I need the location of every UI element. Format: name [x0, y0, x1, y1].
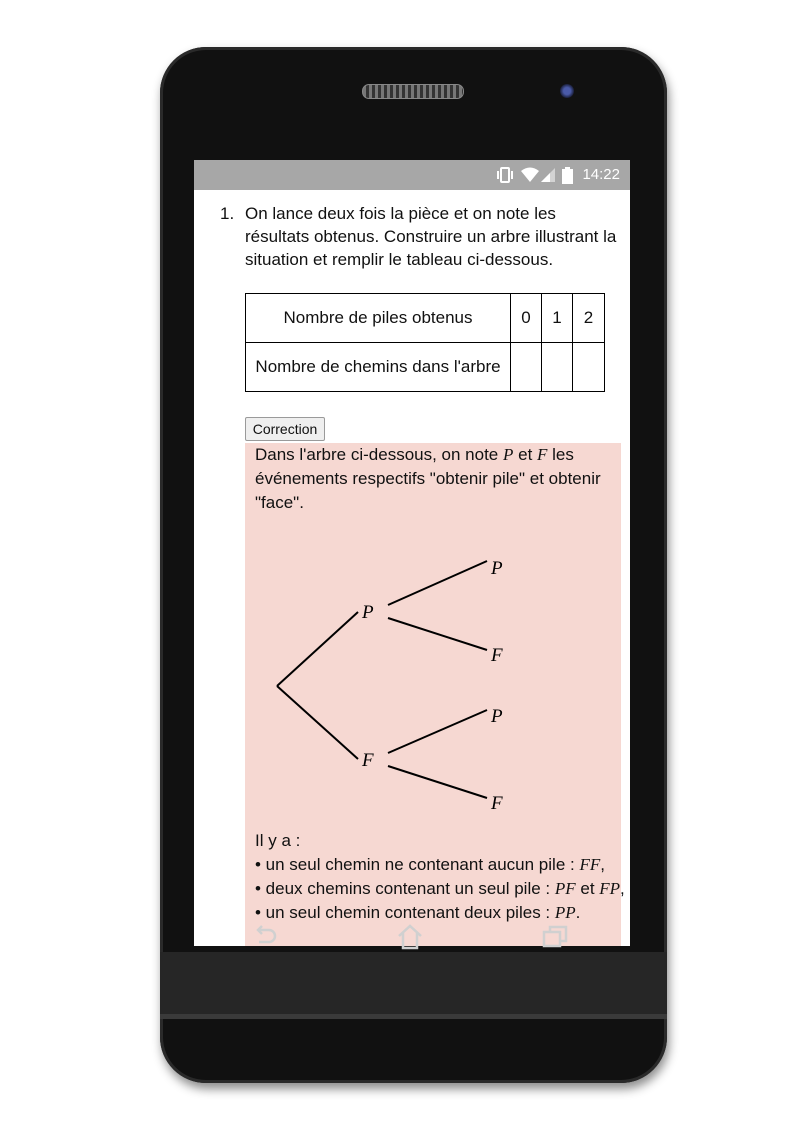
- probability-tree: [265, 543, 525, 823]
- back-icon[interactable]: [251, 922, 281, 952]
- table-row-label: Nombre de piles obtenus: [246, 294, 511, 343]
- summary-heading: Il y a :: [255, 831, 301, 850]
- tree-leaf-label: P: [491, 558, 503, 579]
- correction-intro: [255, 443, 615, 515]
- page-content: [194, 190, 630, 946]
- summary-text: • deux chemins contenant un seul pile :: [255, 879, 555, 898]
- summary-text: .: [575, 903, 581, 922]
- exercise-number: 1.: [220, 204, 235, 223]
- tree-branch: [277, 612, 358, 686]
- results-table: [245, 293, 605, 392]
- home-icon[interactable]: [395, 922, 425, 952]
- intro-text: les événements respectifs "obtenir pile" et obtenir "face".: [255, 445, 601, 512]
- table-cell: 0: [511, 294, 542, 343]
- tree-node-label: F: [362, 750, 374, 771]
- table-cell: 2: [573, 294, 605, 343]
- tree-leaf-label: F: [491, 645, 503, 666]
- tree-node-label: P: [362, 602, 374, 623]
- vibrate-icon: [496, 167, 514, 183]
- summary-list: [255, 829, 625, 925]
- status-time: 14:22: [582, 166, 620, 183]
- table-cell: [542, 343, 573, 392]
- table-row-label: Nombre de chemins dans l'arbre: [246, 343, 511, 392]
- tree-leaf-label: P: [491, 706, 503, 727]
- table-cell: 1: [542, 294, 573, 343]
- summary-line: [255, 853, 625, 877]
- summary-text: • un seul chemin ne contenant aucun pile :: [255, 855, 580, 874]
- navigation-bar: [160, 952, 667, 1014]
- tree-branch: [388, 561, 487, 605]
- exercise-question: [220, 202, 624, 271]
- summary-text: ,: [620, 879, 625, 898]
- math-var-f: F: [537, 445, 548, 464]
- table-row: [246, 294, 605, 343]
- summary-text: et: [575, 879, 600, 898]
- math-path: FP: [599, 879, 621, 898]
- phone-chin-edge: [160, 1014, 667, 1019]
- correction-button[interactable]: Correction: [245, 417, 325, 441]
- status-bar: [194, 160, 630, 190]
- math-path: FF: [579, 855, 601, 874]
- math-path: PP: [554, 903, 576, 922]
- exercise-text: On lance deux fois la pièce et on note les résultats obtenus. Construire un arbre illustrant la situation et remplir le tableau ci-dessous.: [245, 204, 617, 269]
- recent-apps-icon[interactable]: [540, 922, 570, 952]
- intro-text: et: [513, 445, 538, 464]
- tree-branch: [277, 686, 358, 759]
- wifi-icon: [520, 167, 540, 183]
- tree-branch: [388, 710, 487, 753]
- tree-leaf-label: F: [491, 793, 503, 814]
- screen: [194, 160, 630, 946]
- tree-branch: [388, 618, 487, 650]
- summary-text: ,: [600, 855, 605, 874]
- front-camera: [560, 84, 574, 98]
- summary-text: • un seul chemin contenant deux piles :: [255, 903, 555, 922]
- table-cell: [511, 343, 542, 392]
- tree-branch: [388, 766, 487, 798]
- table-cell: [573, 343, 605, 392]
- battery-icon: [562, 167, 574, 184]
- correction-panel: [245, 443, 625, 946]
- math-path: PF: [554, 879, 576, 898]
- intro-text: Dans l'arbre ci-dessous, on note: [255, 445, 503, 464]
- summary-line: [255, 877, 625, 901]
- signal-icon: [540, 167, 556, 183]
- math-var-p: P: [503, 445, 514, 464]
- table-row: [246, 343, 605, 392]
- speaker-grille: [362, 84, 464, 99]
